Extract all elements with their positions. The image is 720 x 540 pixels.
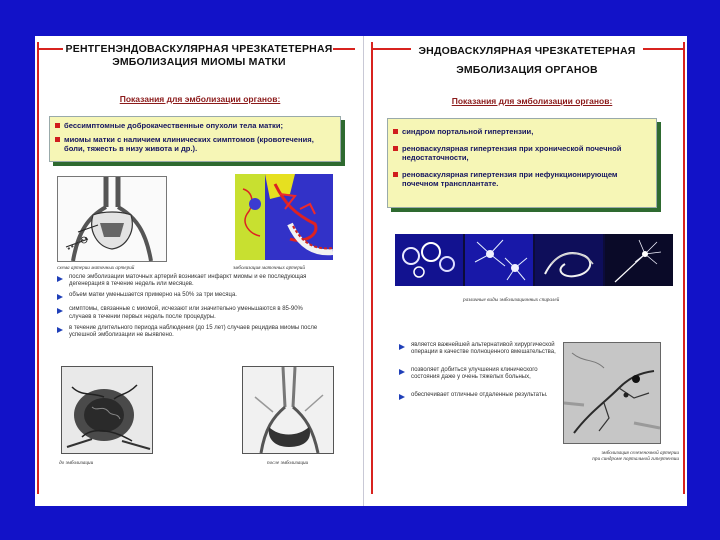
right-indication-item: реноваскулярная гипертензия при нефункционирующем почечном трансплантате. bbox=[388, 163, 656, 189]
left-result-item: объем матки уменьшается примерно на 50% за три месяца. bbox=[57, 292, 327, 299]
blue-triangle-bullet-icon bbox=[399, 369, 405, 375]
right-indication-item: синдром портальной гипертензии, bbox=[388, 119, 656, 137]
left-indications-box bbox=[49, 116, 341, 162]
right-benefit-item: обеспечивает отличные отдаленные результаты. bbox=[399, 392, 563, 399]
uterine-artery-diagram bbox=[57, 176, 167, 262]
left-results-list bbox=[57, 274, 327, 340]
left-indication-item: миомы матки с наличием клинических симптомов (кровотечения, боли, тяжесть в низу живота и др.). bbox=[50, 131, 340, 154]
right-indications-box bbox=[387, 118, 657, 208]
angiogram-drawing bbox=[564, 343, 660, 443]
left-title bbox=[63, 43, 335, 69]
red-square-bullet-icon bbox=[393, 146, 398, 151]
right-indication-item: реноваскулярная гипертензия при хронической почечной недостаточности, bbox=[388, 137, 656, 163]
left-result-item: в течение длительного периода наблюдения (до 15 лет) случаев рецидива миомы после успешной эмболизации не выявлено. bbox=[57, 325, 327, 340]
fig3-caption: до эмболизации bbox=[59, 460, 94, 466]
blue-triangle-bullet-icon bbox=[399, 394, 405, 400]
coil-photo-strip bbox=[395, 234, 673, 286]
blue-triangle-bullet-icon bbox=[57, 276, 63, 282]
left-result-item: после эмболизации маточных артерий возникает инфаркт миомы и ее последующая дегенерация в течение недель или месяцев. bbox=[57, 274, 327, 289]
red-square-bullet-icon bbox=[55, 137, 60, 142]
angio-caption-line1: эмболизация селезеночной артерии bbox=[601, 450, 679, 456]
left-title-line1: РЕНТГЕНЭНДОВАСКУЛЯРНАЯ ЧРЕЗКАТЕТЕРНАЯ bbox=[65, 43, 333, 55]
red-square-bullet-icon bbox=[55, 123, 60, 128]
fig4-caption: после эмболизации bbox=[267, 460, 309, 466]
red-square-bullet-icon bbox=[393, 129, 398, 134]
right-page bbox=[367, 36, 687, 506]
right-title bbox=[397, 45, 657, 77]
blue-triangle-bullet-icon bbox=[399, 344, 405, 350]
blue-triangle-bullet-icon bbox=[57, 294, 63, 300]
right-benefit-item: является важнейшей альтернативой хирургической операции в качестве полноценного вмешательства, bbox=[399, 342, 563, 357]
right-red-rule bbox=[371, 42, 373, 494]
left-title-line2: ЭМБОЛИЗАЦИЯ МИОМЫ МАТКИ bbox=[112, 56, 286, 68]
fig1-caption: схема артерии маточных артерий bbox=[57, 265, 135, 271]
after-embolization-xray bbox=[242, 366, 334, 454]
left-red-rule bbox=[37, 42, 39, 494]
right-title-line1: ЭНДОВАСКУЛЯРНАЯ ЧРЕЗКАТЕТЕРНАЯ bbox=[418, 45, 636, 57]
left-title-rule-right bbox=[333, 48, 355, 50]
before-embolization-xray bbox=[61, 366, 153, 454]
poster-spread bbox=[35, 36, 687, 506]
after-xray-drawing bbox=[243, 367, 333, 453]
left-indications-heading: Показания для эмболизации органов: bbox=[119, 94, 281, 104]
right-benefit-item: позволяет добиться улучшения клинического состояния даже у очень тяжелых больных, bbox=[399, 367, 563, 382]
blue-triangle-bullet-icon bbox=[57, 308, 63, 314]
embolization-color-diagram bbox=[235, 174, 333, 260]
coil-photos-drawing bbox=[395, 234, 673, 286]
uterine-artery-drawing bbox=[58, 177, 166, 261]
before-xray-drawing bbox=[62, 367, 152, 453]
left-title-rule-left bbox=[37, 48, 63, 50]
angio-caption bbox=[553, 450, 679, 462]
left-page bbox=[35, 36, 361, 506]
right-title-line2: ЭМБОЛИЗАЦИЯ ОРГАНОВ bbox=[456, 64, 598, 76]
right-benefits-list bbox=[399, 342, 563, 399]
fig2-caption: эмболизация маточных артерий bbox=[233, 265, 305, 271]
spleen-angiogram bbox=[563, 342, 661, 444]
right-indications-heading: Показания для эмболизации органов: bbox=[451, 96, 613, 106]
right-red-rule-outer bbox=[683, 42, 685, 494]
left-result-item: симптомы, связанные с миомой, исчезают или значительно уменьшаются в 85-90% случаев в течении первых недель после процедуры. bbox=[57, 306, 327, 321]
page-gutter bbox=[363, 36, 364, 506]
red-square-bullet-icon bbox=[393, 172, 398, 177]
embolization-color-drawing bbox=[235, 174, 333, 260]
blue-triangle-bullet-icon bbox=[57, 327, 63, 333]
left-indication-item: бессимптомные доброкачественные опухоли тела матки; bbox=[50, 117, 340, 131]
angio-caption-line2: при синдроме портальной гипертензии bbox=[592, 456, 679, 462]
coil-strip-caption: различные виды эмболизационных спиралей bbox=[463, 297, 560, 303]
